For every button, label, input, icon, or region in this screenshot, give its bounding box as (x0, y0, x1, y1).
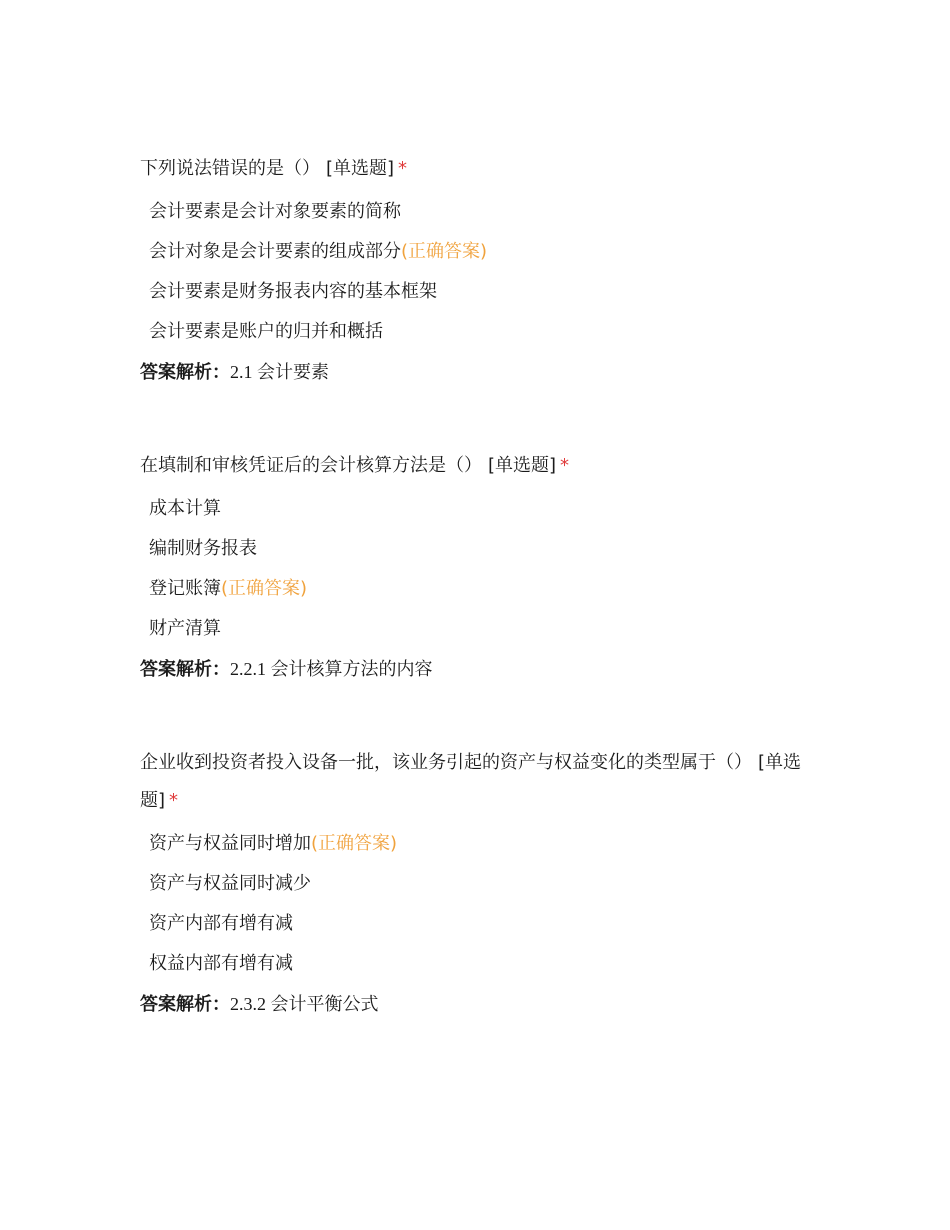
correct-answer-tag: (正确答案) (401, 241, 488, 262)
option-text: 会计对象是会计要素的组成部分 (149, 241, 401, 262)
option-item (140, 569, 808, 609)
question-title (140, 447, 808, 485)
option-item (140, 609, 808, 649)
question-1 (140, 150, 808, 393)
option-text: 资产与权益同时减少 (149, 873, 311, 894)
option-text: 会计要素是财务报表内容的基本框架 (149, 281, 437, 302)
analysis-label: 答案解析： (140, 994, 230, 1015)
correct-answer-tag: (正确答案) (221, 578, 308, 599)
quiz-answer-document (140, 150, 808, 1079)
answer-analysis (140, 984, 808, 1025)
option-text: 资产与权益同时增加 (149, 833, 311, 854)
option-text: 财产清算 (149, 618, 221, 639)
question-title (140, 744, 808, 820)
option-text: 会计要素是账户的归并和概括 (149, 321, 383, 342)
question-type: [单选题] (140, 752, 802, 811)
option-text: 编制财务报表 (149, 538, 257, 559)
option-item (140, 864, 808, 904)
option-item (140, 272, 808, 312)
option-item (140, 944, 808, 984)
option-item (140, 824, 808, 864)
option-item (140, 312, 808, 352)
correct-answer-tag: (正确答案) (311, 833, 398, 854)
question-text: 在填制和审核凭证后的会计核算方法是（） (140, 455, 482, 476)
option-item (140, 192, 808, 232)
required-mark: * (169, 790, 179, 811)
option-text: 会计要素是会计对象要素的简称 (149, 201, 401, 222)
required-mark: * (560, 455, 570, 476)
question-text: 企业收到投资者投入设备一批，该业务引起的资产与权益变化的类型属于（） (140, 752, 752, 773)
question-title (140, 150, 808, 188)
question-3 (140, 744, 808, 1025)
option-item (140, 904, 808, 944)
analysis-text: 2.1 会计要素 (230, 362, 329, 382)
option-item (140, 489, 808, 529)
option-text: 登记账簿 (149, 578, 221, 599)
option-item (140, 232, 808, 272)
question-type: [单选题] (326, 158, 395, 179)
question-2 (140, 447, 808, 690)
analysis-label: 答案解析： (140, 659, 230, 680)
analysis-text: 2.2.1 会计核算方法的内容 (230, 659, 433, 679)
answer-analysis (140, 649, 808, 690)
answer-analysis (140, 352, 808, 393)
option-text: 资产内部有增有减 (149, 913, 293, 934)
option-item (140, 529, 808, 569)
analysis-text: 2.3.2 会计平衡公式 (230, 994, 379, 1014)
required-mark: * (398, 158, 408, 179)
question-text: 下列说法错误的是（） (140, 158, 320, 179)
option-text: 成本计算 (149, 498, 221, 519)
option-text: 权益内部有增有减 (149, 953, 293, 974)
question-type: [单选题] (488, 455, 557, 476)
analysis-label: 答案解析： (140, 362, 230, 383)
